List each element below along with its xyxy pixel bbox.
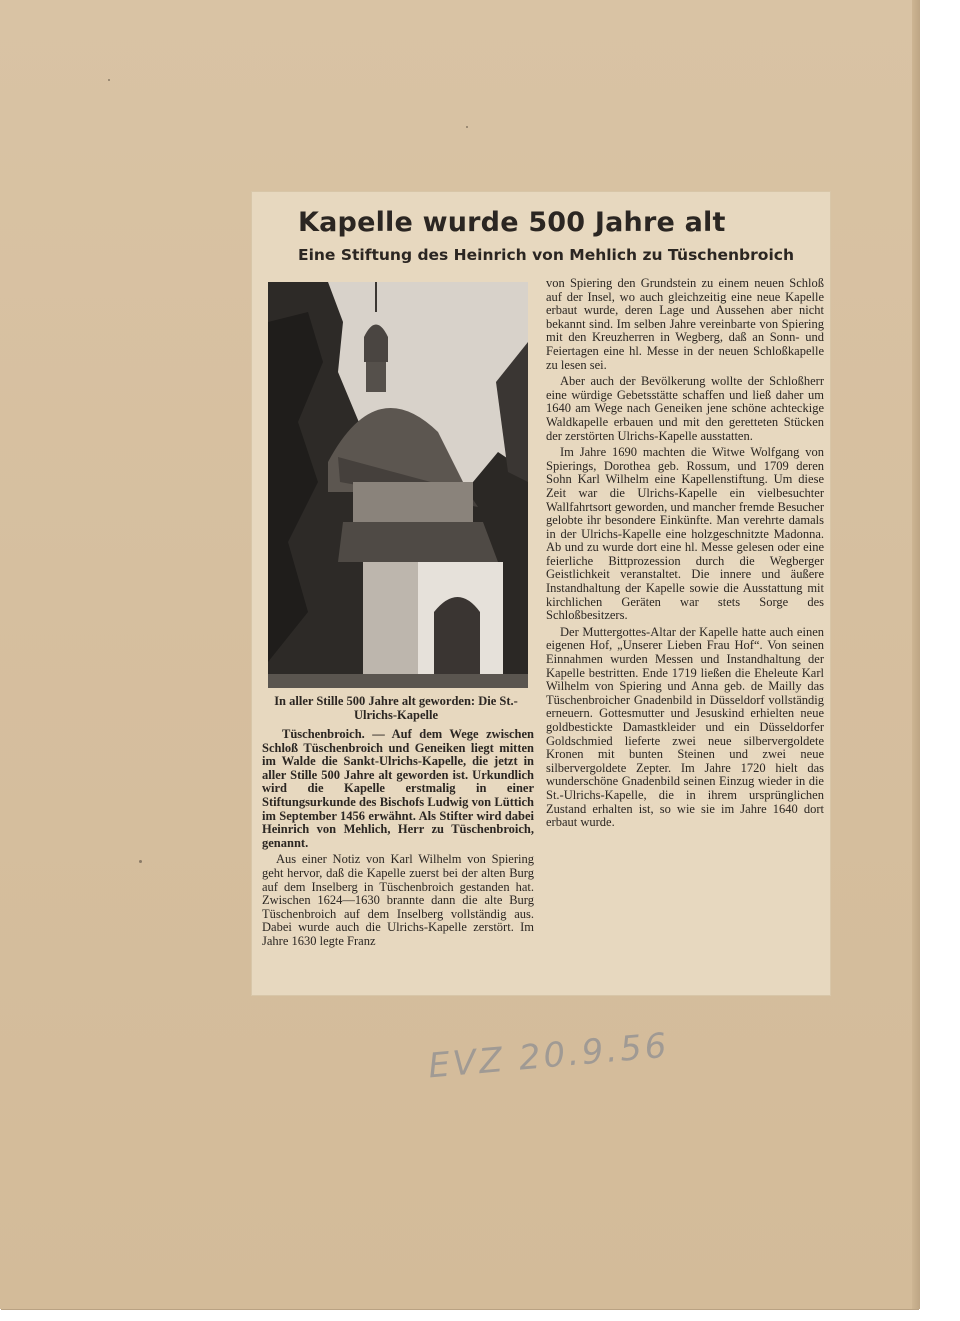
article-column-right: [546, 277, 824, 830]
article-paragraph: Aus einer Notiz von Karl Wilhelm von Spiering geht hervor, daß die Kapelle zuerst bei der alten Burg auf dem Inselberg in Tüschenbroich gestanden hat. Zwischen 1624—1630 brannte dann die alte Burg Tüschenbroich auf dem Inselberg vollständig aus. Dabei wurde auch die Ulrichs-Kapelle zerstört. Im Jahre 1630 legte Franz: [262, 852, 534, 948]
article-paragraph: Aber auch der Bevölkerung wollte der Schloßherr eine würdige Gebetsstätte schaffen und ließ daher um 1640 am Wege nach Geneiken jene schöne achteckige Waldkapelle erbauen und mit den geretteten Stücken der zerstörten Ulrichs-Kapelle ausstatten.: [546, 374, 824, 443]
article-paragraph-continued: von Spiering den Grundstein zu einem neuen Schloß auf der Insel, wo auch gleichzeitig eine neue Kapelle erbaut wurde, deren Lage und Aussehen aber nicht bekannt sind. Im selben Jahre vereinbarte von Spiering mit den Kreuzherren in Wegberg, daß an Sonn- und Feiertagen eine hl. Messe in der neuen Schloßkapelle zu lesen sei.: [546, 276, 824, 372]
handwritten-source-note: EVZ 20.9.56: [426, 1025, 671, 1087]
article-paragraph: Der Muttergottes-Altar der Kapelle hatte auch einen eigenen Hof, „Unserer Lieben Frau Hof“. Von seinen Einnahmen wurden Messen und Instandhaltung der Kapelle bestritten. Ende 1719 ließen die Eheleute Karl Wilhelm von Spiering und Anna geb. de Mailly das Tüschenbroicher Gnadenbild in Düsseldorf vollständig erneuern. Gottesmutter und Jesuskind erhielten neue goldbestickte Damastkleider und ein Düsseldorfer Goldschmied lieferte zwei neue silbervergoldete Kronen mit bunten Steinen und zwei neue silbervergoldete Zepter. Im Jahre 1720 hielt das wunderschöne Gnadenbild seinen Einzug wieder in die St.-Ulrichs-Kapelle, die in ihrem ursprünglichen Zustand erhalten ist, so wie sie im Jahre 1640 dort erbaut wurde.: [546, 624, 824, 830]
paper-speck: [108, 79, 110, 81]
article-headline: Kapelle wurde 500 Jahre alt: [298, 207, 726, 238]
paper-speck: [139, 860, 142, 863]
article-subheadline: Eine Stiftung des Heinrich von Mehlich zu Tüschenbroich: [298, 246, 794, 264]
article-lead: Tüschenbroich. — Auf dem Wege zwischen Schloß Tüschenbroich und Geneiken liegt mitten im Walde die Sankt-Ulrichs-Kapelle, die jetzt in aller Stille 500 Jahre alt geworden ist. Urkundlich wird die Kapelle erstmalig in einer Stiftungsurkunde des Bischofs Ludwig von Lüttich im September 1456 erwähnt. Als Stifter wird dabei Heinrich von Mehlich, Herr zu Tüschenbroich, genannt.: [262, 727, 534, 850]
article-column-left: [262, 728, 534, 949]
sheet-edge: [912, 0, 920, 1309]
photo-caption: In aller Stille 500 Jahre alt geworden: Die St.-Ulrichs-Kapelle: [274, 694, 518, 722]
chapel-photo: [268, 282, 528, 688]
paper-speck: [466, 126, 468, 128]
article-paragraph: Im Jahre 1690 machten die Witwe Wolfgang von Spierings, Dorothea geb. Rossum, und 1709 deren Sohn Karl Wilhelm eine Kapellenstiftung. Um diese Zeit war die Ulrichs-Kapelle ein vielbesuchter Wallfahrtsort geworden, und mancher fremde Besucher gelobte ihr besondere Einkünfte. Man verehrte damals in der Ulrichs-Kapelle eine holzgeschnitzte Madonna. Ab und zu wurde dort eine hl. Messe gelesen oder eine feierliche Bittprozession durch die Wegberger Geistlichkeit veranstaltet. Die innere und äußere Instandhaltung der Kapelle sowie die Ausstattung mit kirchlichen Geräten war stets Sorge des Schloßbesitzers.: [546, 445, 824, 623]
